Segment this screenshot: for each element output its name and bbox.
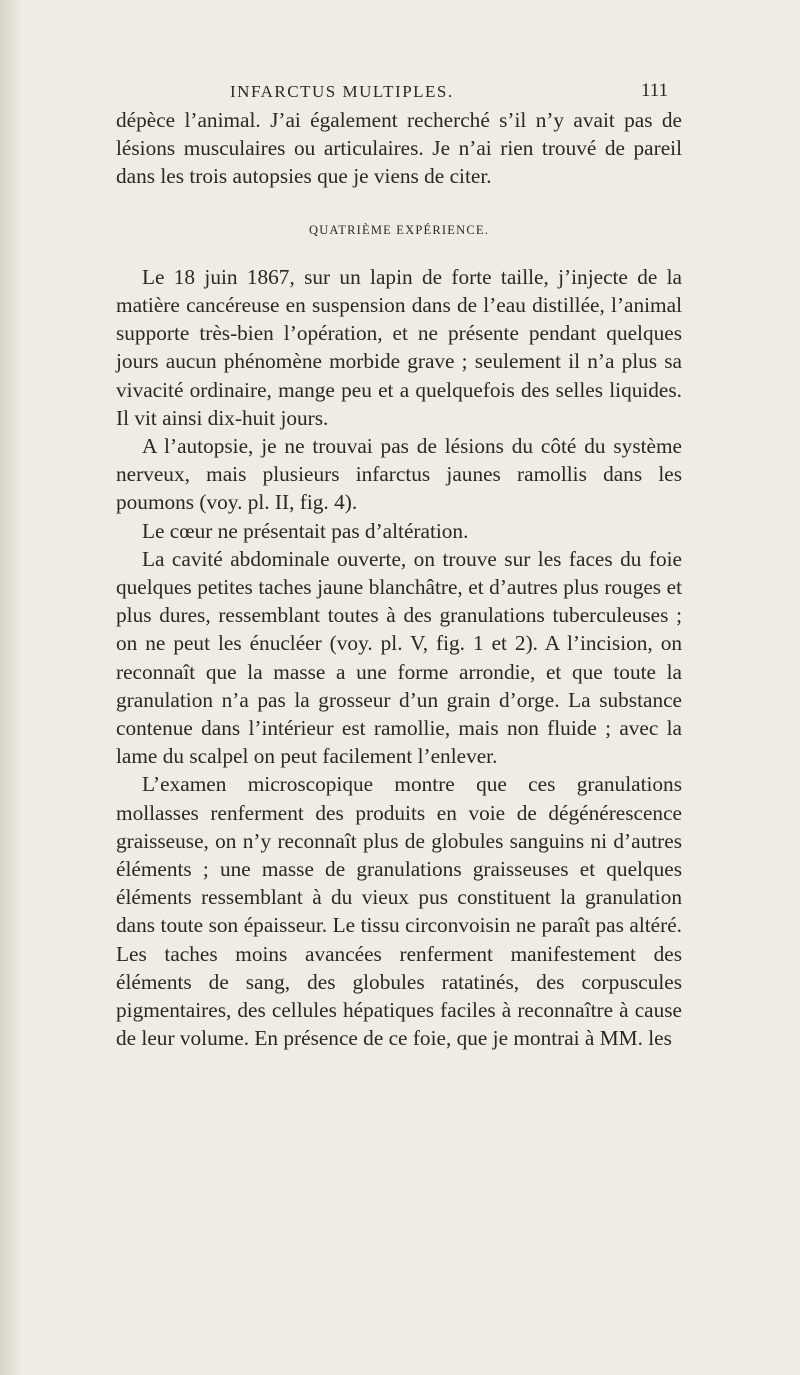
paragraph: Le cœur ne présentait pas d’altération.	[142, 518, 469, 543]
paragraph: L’examen microscopique montre que ces granulations mollasses renferment des produits en voie de dégénérescence graisseuse, on n’y reconnaît plus de globules sanguins ni d’autres éléments ; une masse de granulations graisseuses et quelques éléments ressemblant à du vieux pus constituent la granulation dans toute son épaisseur. Le tissu circonvoisin ne paraît pas altéré. Les taches moins avancées renferment manifestement des éléments de sang, des globules ratatinés, des corpuscules pigmentaires, des cellules hépatiques faciles à reconnaître à cause de leur volume. En présence de ce foie, que je montrai à MM. les	[116, 772, 682, 1051]
paragraph: A l’autopsie, je ne trouvai pas de lésions du côté du système nerveux, mais plusieurs infarctus jaunes ramollis dans les poumons (voy. pl. II, fig. 4).	[116, 434, 682, 515]
paragraph-continuation: dépèce l’animal. J’ai également recherché s’il n’y avait pas de lésions musculaires ou articulaires. Je n’ai rien trouvé de pareil dans les trois autopsies que je viens de citer.	[116, 108, 682, 189]
body-text	[116, 106, 682, 1053]
paragraph: Le 18 juin 1867, sur un lapin de forte taille, j’injecte de la matière cancéreuse en suspension dans de l’eau distillée, l’animal supporte très-bien l’opération, et ne présente pendant quelques jours aucun phénomène morbide grave ; seulement il n’a plus sa vivacité ordinaire, mange peu et a quelquefois des selles liquides. Il vit ainsi dix-huit jours.	[116, 264, 682, 430]
page-number: 111	[641, 80, 669, 101]
paragraph: La cavité abdominale ouverte, on trouve sur les faces du foie quelques petites taches jaune blanchâtre, et d’autres plus rouges et plus dures, ressemblant toutes à des granulations tuberculeuses ; on ne peut les énucléer (voy. pl. V, fig. 1 et 2). A l’incision, on reconnaît que la masse a une forme arrondie, et que toute la granulation n’a pas la grosseur d’un grain d’orge. La substance contenue dans l’intérieur est ramollie, mais non fluide ; avec la lame du scalpel on peut facilement l’enlever.	[116, 546, 682, 769]
section-heading: QUATRIÈME EXPÉRIENCE.	[308, 222, 490, 237]
running-title: INFARCTUS MULTIPLES.	[230, 82, 454, 101]
